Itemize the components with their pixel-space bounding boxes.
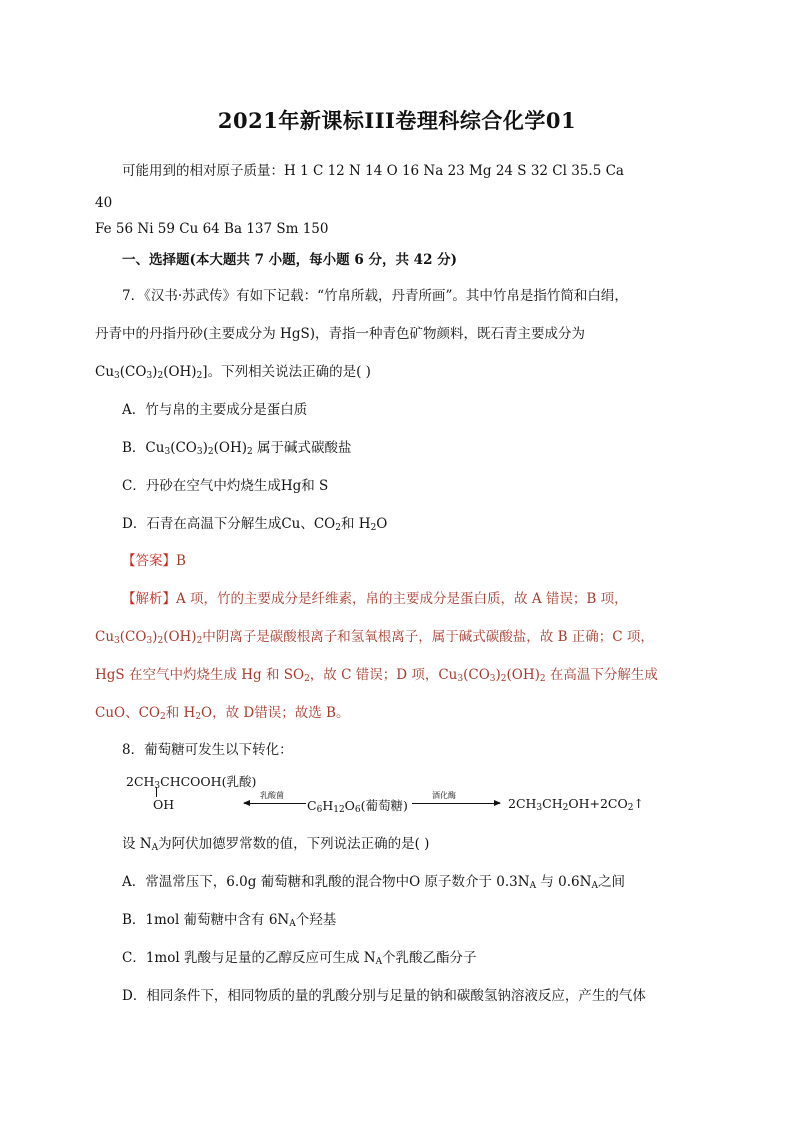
bond-line <box>156 787 157 797</box>
q7-stem-line-1: 7．《汉书·苏武传》有如下记载：“竹帛所载，丹青所画”。其中竹帛是指竹简和白绢， <box>122 288 628 304</box>
reaction-diagram <box>120 770 660 820</box>
q7-stem-line-3-text: ]。下列相关说法正确的是( ) <box>202 364 371 380</box>
q8-option-d: D．相同条件下，相同物质的量的乳酸分别与足量的钠和碳酸氢钠溶液反应，产生的气体 <box>122 988 646 1004</box>
q7-analysis-line-4: CuO、$CO_2$和 $H_2O$，故 D错误；故选 B。 <box>95 705 350 722</box>
q7-answer <box>122 552 186 570</box>
q7-analysis-line-2: $Cu_3(CO_3)_2(OH)_2$中阴离子是碳酸根离子和氢氧根离子，属于碱式碳酸盐，故 B 正确；C 项， <box>95 629 654 646</box>
q7-option-b-prefix: B．Cu <box>122 440 165 456</box>
atomic-masses-line-1: 可能用到的相对原子质量：H 1 C 12 N 14 O 16 Na 23 Mg 24 S 32 Cl 35.5 Ca <box>122 163 624 179</box>
analysis-label: 【解析】 <box>122 591 176 607</box>
q7-option-b-text: 属于碱式碳酸盐 <box>252 440 352 456</box>
q7-option-c: C．丹砂在空气中灼烧生成Hg和 S <box>122 478 329 494</box>
atomic-masses-line-2: 40 <box>95 195 113 211</box>
analysis-text-2: 中阴离子是碳酸根离子和氢氧根离子，属于碱式碳酸盐，故 B 正确；C 项， <box>202 629 654 645</box>
oh-group: OH <box>153 797 175 812</box>
analysis-text-3: HgS 在空气中灼烧生成 Hg 和 SO <box>95 667 305 683</box>
q8-stem-text: 设 N <box>122 836 152 852</box>
atomic-masses-line-3: Fe 56 Ni 59 Cu 64 Ba 137 Sm 150 <box>95 221 329 237</box>
analysis-text-3c: 在高温下分解生成 <box>549 667 658 683</box>
q8-option-c: C．1mol 乳酸与足量的乙醇反应可生成 $N_A$个乳酸乙酯分子 <box>122 950 477 967</box>
q7-option-d-mid: 和 H <box>340 516 371 532</box>
q7-stem-line-3: $Cu_3(CO_3)_2(OH)_2$]。下列相关说法正确的是( ) <box>95 364 371 381</box>
answer-label: 【答案】 <box>122 553 176 569</box>
formula-prefix: Cu <box>95 364 115 380</box>
q8-option-a: A．常温常压下，6.0g 葡萄糖和乳酸的混合物中O 原子数介于 $0.3N_A$ 与 $0.6N_A$之间 <box>122 874 625 891</box>
q7-analysis-line-3: HgS 在空气中灼烧生成 Hg 和 $SO_2$，故 C 错误；D 项，$Cu_3(CO_3)_2(OH)_2$ 在高温下分解生成 <box>95 667 658 684</box>
q8-option-b: B．1mol 葡萄糖中含有 $6N_A$个羟基 <box>122 912 337 929</box>
section-heading: 一、选择题(本大题共 7 小题，每小题 6 分，共 42 分) <box>122 252 458 268</box>
right-arrow <box>412 803 500 804</box>
glucose-formula: $C_6H_{12}O_6$(葡萄糖) <box>307 798 408 815</box>
q7-option-d-suffix: O <box>376 516 388 532</box>
left-arrow-label: 乳酸菌 <box>260 791 284 800</box>
analysis-text-3b: ，故 C 错误；D 项，Cu <box>309 667 458 683</box>
page-title: 2021年新课标III卷理科综合化学01 <box>217 108 577 133</box>
analysis-text-4b: 和 H <box>165 705 196 721</box>
answer-value: B <box>176 553 186 569</box>
analysis-text-4a: CuO、CO <box>95 705 160 721</box>
q7-analysis-line-1 <box>122 590 628 608</box>
q7-stem-line-2: 丹青中的丹指丹砂(主要成分为 HgS)，青指一种青色矿物颜料，既石青主要成分为 <box>95 326 585 342</box>
analysis-text-4c: O，故 D错误；故选 B。 <box>201 705 350 721</box>
q7-option-b: B．$Cu_3(CO_3)_2(OH)_2$ 属于碱式碳酸盐 <box>122 440 352 457</box>
lactic-acid-formula: $2CH_3CHCOOH$(乳酸) <box>126 774 257 791</box>
right-arrow-label: 酒化酶 <box>432 791 456 800</box>
q8-stem-text-2: 为阿伏加德罗常数的值，下列说法正确的是( ) <box>158 836 430 852</box>
q8-stem-line-2: 设 $N_A$为阿伏加德罗常数的值，下列说法正确的是( ) <box>122 836 430 853</box>
left-arrow <box>244 803 306 804</box>
q7-option-d-prefix: D．石青在高温下分解生成Cu、CO <box>122 516 336 532</box>
q8-stem-line-1: 8．葡萄糖可发生以下转化： <box>122 742 293 758</box>
ethanol-co2-formula: $2CH_3CH_2OH+2CO_2↑$ <box>508 796 644 813</box>
analysis-text-1: A 项，竹的主要成分是纤维素，帛的主要成分是蛋白质，故 A 错误；B 项， <box>176 591 628 607</box>
q7-option-d: D．石青在高温下分解生成Cu、$CO_2$和 $H_2O$ <box>122 516 388 533</box>
q7-option-a: A．竹与帛的主要成分是蛋白质 <box>122 402 308 418</box>
